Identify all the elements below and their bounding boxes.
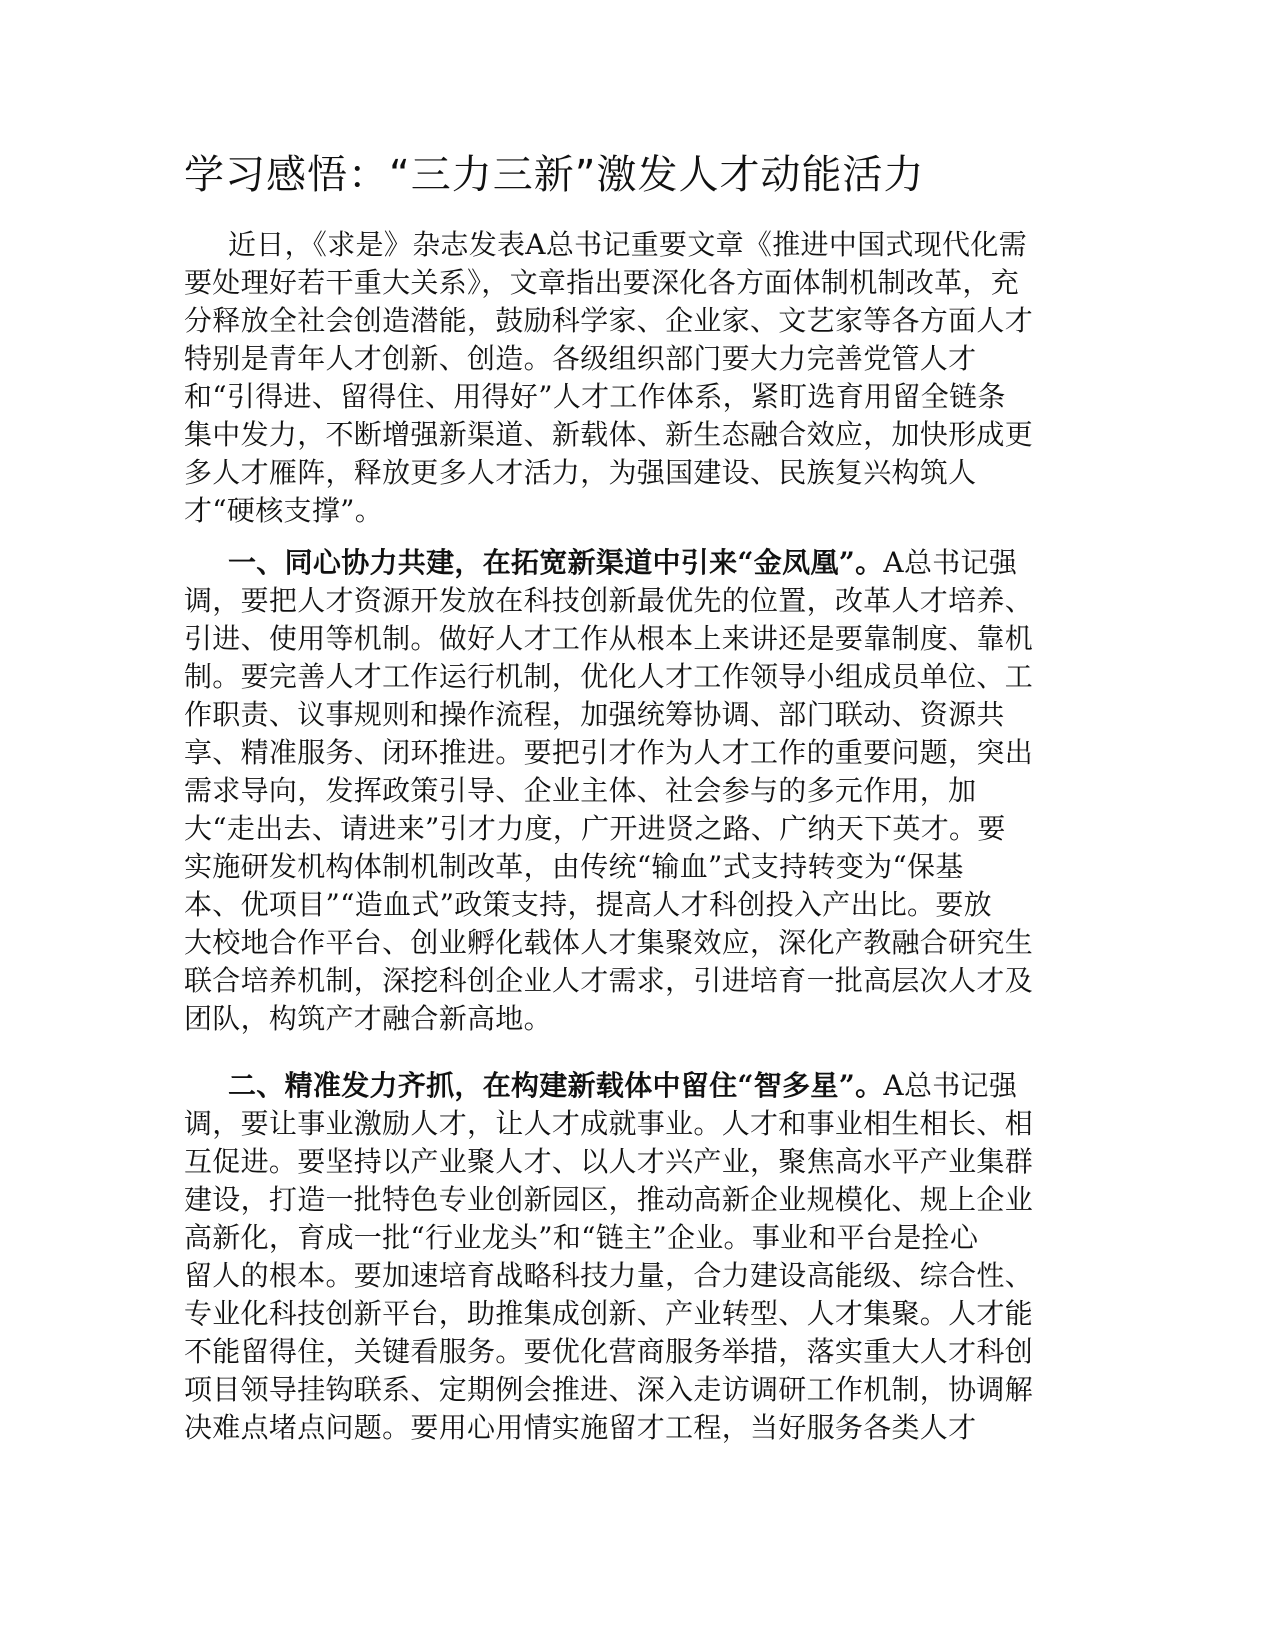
text-line: 近日，《求是》杂志发表A总书记重要文章《推进中国式现代化需 (228, 228, 1027, 261)
paragraph (184, 1067, 1074, 1447)
text-fragment: A总书记强 (883, 1069, 1018, 1102)
text-line: 和“引得进、留得住、用得好”人才工作体系，紧盯选育用留全链条 (184, 380, 1006, 413)
text-line: 需求导向，发挥政策引导、企业主体、社会参与的多元作用，加 (184, 774, 977, 807)
page-title: 学习感悟：“三力三新”激发人才动能活力 (184, 152, 925, 198)
text-line: 调，要让事业激励人才，让人才成就事业。人才和事业相生相长、相 (184, 1107, 1034, 1140)
text-line: 专业化科技创新平台，助推集成创新、产业转型、人才集聚。人才能 (184, 1297, 1034, 1330)
text-line: 引进、使用等机制。做好人才工作从根本上来讲还是要靠制度、靠机 (184, 622, 1034, 655)
text-line: 留人的根本。要加速培育战略科技力量，合力建设高能级、综合性、 (184, 1259, 1034, 1292)
text-line: 享、精准服务、闭环推进。要把引才作为人才工作的重要问题，突出 (184, 736, 1034, 769)
text-line: 多人才雁阵，释放更多人才活力，为强国建设、民族复兴构筑人 (184, 456, 977, 489)
text-line: 联合培养机制，深挖科创企业人才需求，引进培育一批高层次人才及 (184, 964, 1034, 997)
text-line: 项目领导挂钩联系、定期例会推进、深入走访调研工作机制，协调解 (184, 1373, 1034, 1406)
text-line: 才“硬核支撑”。 (184, 494, 384, 527)
text-line: 不能留得住，关键看服务。要优化营商服务举措，落实重大人才科创 (184, 1335, 1034, 1368)
text-line: 特别是青年人才创新、创造。各级组织部门要大力完善党管人才 (184, 342, 977, 375)
text-line: 大校地合作平台、创业孵化载体人才集聚效应，深化产教融合研究生 (184, 926, 1034, 959)
text-line: 分释放全社会创造潜能，鼓励科学家、企业家、文艺家等各方面人才 (184, 304, 1034, 337)
paragraph (184, 544, 1074, 1038)
text-line: 建设，打造一批特色专业创新园区，推动高新企业规模化、规上企业 (184, 1183, 1034, 1216)
text-line: 高新化，育成一批“行业龙头”和“链主”企业。事业和平台是拴心 (184, 1221, 979, 1254)
text-line (184, 544, 1074, 582)
section-heading: 一、同心协力共建，在拓宽新渠道中引来“金凤凰”。 (228, 546, 884, 579)
section-heading: 二、精准发力齐抓，在构建新载体中留住“智多星”。 (228, 1069, 884, 1102)
section-two (184, 1067, 1074, 1447)
text-line: 决难点堵点问题。要用心用情实施留才工程，当好服务各类人才 (184, 1411, 977, 1444)
text-line: 调，要把人才资源开发放在科技创新最优先的位置，改革人才培养、 (184, 584, 1034, 617)
section-one (184, 544, 1074, 1038)
text-line: 互促进。要坚持以产业聚人才、以人才兴产业，聚焦高水平产业集群 (184, 1145, 1034, 1178)
paragraph (184, 226, 1074, 530)
text-line: 实施研发机构体制机制改革，由传统“输血”式支持转变为“保基 (184, 850, 964, 883)
text-line (184, 1067, 1074, 1105)
text-line: 制。要完善人才工作运行机制，优化人才工作领导小组成员单位、工 (184, 660, 1034, 693)
text-line: 本、优项目”“造血式”政策支持，提高人才科创投入产出比。要放 (184, 888, 992, 921)
text-line: 要处理好若干重大关系》，文章指出要深化各方面体制机制改革，充 (184, 266, 1020, 299)
text-line: 团队，构筑产才融合新高地。 (184, 1002, 552, 1035)
text-fragment: A总书记强 (883, 546, 1018, 579)
text-line: 作职责、议事规则和操作流程，加强统筹协调、部门联动、资源共 (184, 698, 1005, 731)
paragraph-intro (184, 226, 1074, 530)
text-line: 集中发力，不断增强新渠道、新载体、新生态融合效应，加快形成更 (184, 418, 1034, 451)
text-line: 大“走出去、请进来”引才力度，广开进贤之路、广纳天下英才。要 (184, 812, 1006, 845)
